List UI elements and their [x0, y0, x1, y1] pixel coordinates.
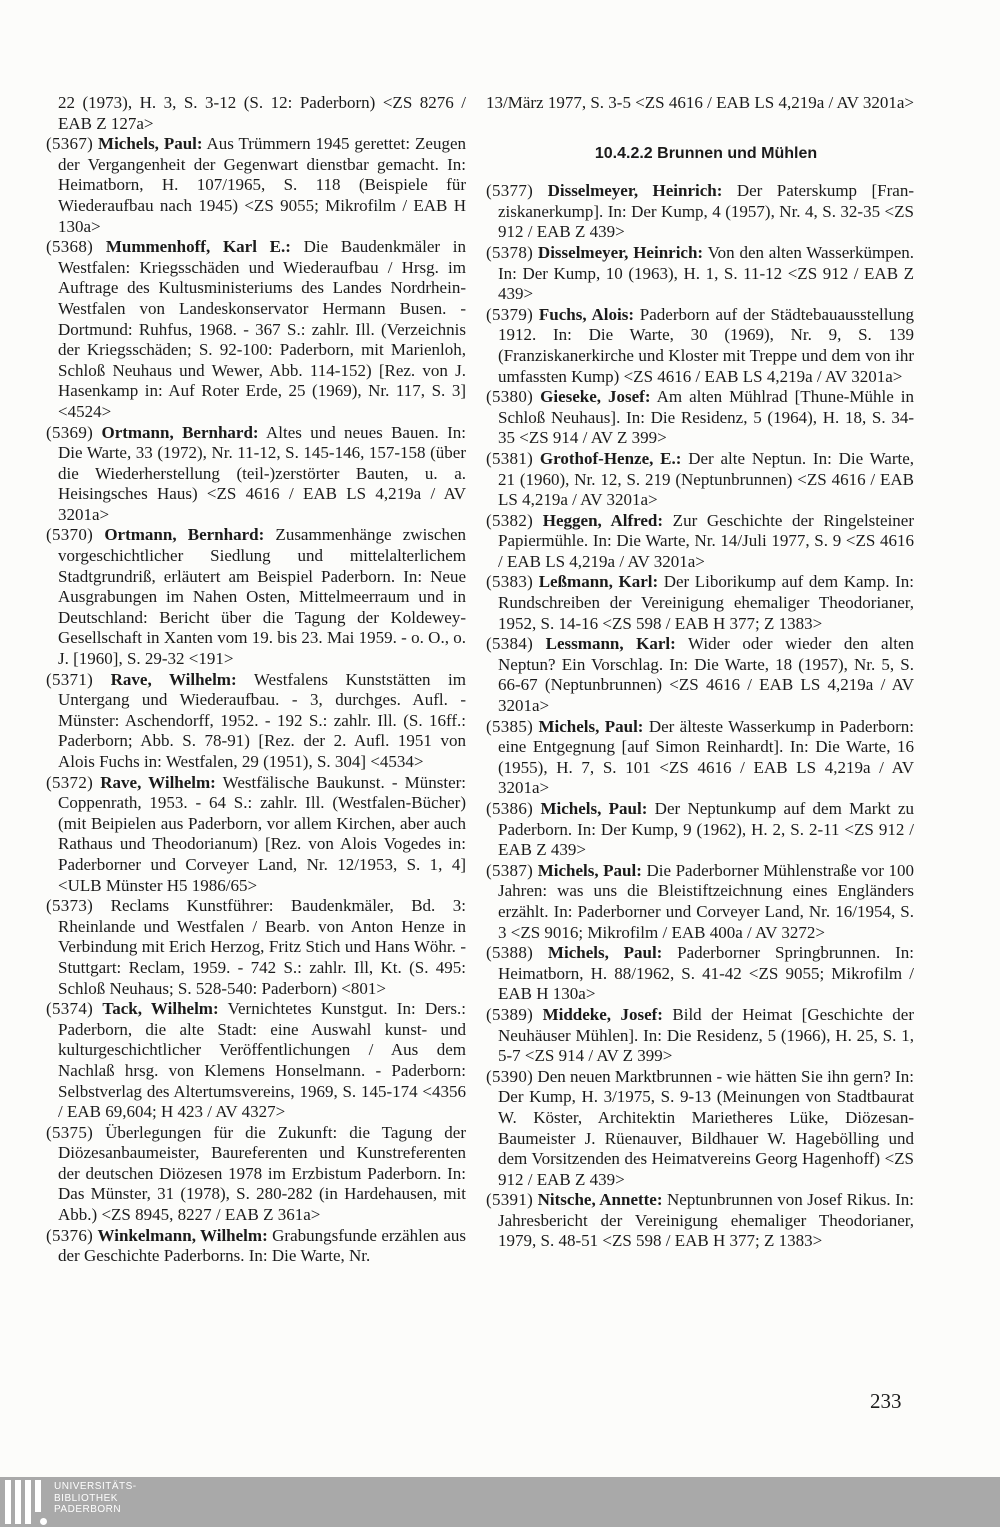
- bibliography-entry-continued: [486, 93, 914, 114]
- entry-number: (5379): [486, 304, 534, 324]
- entry-text: Die Paderborner Mühlenstraße vor 100 Jahren: was uns die Bleistiftzeichnung eines Engländers erzählt. In: Paderborner und Corveyer Land, Nr. 16/1954, S. 3 <ZS 9016; Mikrofilm / EAB 400a / AV 3272>: [498, 860, 914, 942]
- bibliography-entry: [46, 896, 466, 999]
- entry-author: Heggen, Alfred:: [542, 510, 664, 530]
- entry-text: Zusammenhänge zwischen vorgeschichtlicher Siedlung und mittelalterlichem Stadtgrundriß, erläutert am Beispiel Paderborn. In: Neue Ausgrabungen im Nahen Osten, Mittelmeerraum und in Deutschland: Bericht über die Tagung der Koldewey-Gesellschaft in Xanten vom 19. bis 23. Mai 1959. - o. O., o. J. [1960], S. 29-32 <191>: [58, 525, 466, 669]
- entry-author: Gieseke, Josef:: [540, 387, 651, 407]
- right-column-entries: [486, 181, 914, 1252]
- entry-author: Middeke, Josef:: [542, 1004, 663, 1024]
- entry-text: Paderborner Springbrunnen. In: Heimatborn, H. 88/1962, S. 41-42 <ZS 9055; Mikrofilm / EAB H 130a>: [498, 943, 914, 1004]
- entry-number: (5370): [46, 525, 94, 545]
- entry-number: (5369): [46, 422, 94, 442]
- entry-number: (5389): [486, 1004, 534, 1024]
- entry-author: Lessmann, Karl:: [545, 634, 676, 654]
- bibliography-entry: [46, 93, 466, 134]
- entry-number: (5384): [486, 634, 534, 654]
- entry-author: Rave, Wilhelm:: [110, 669, 237, 689]
- entry-text: Überlegungen für die Zukunft: die Tagung der Diözesanbaumeister, Baureferenten und Kunstreferenten der deutschen Diözesen 1978 im Erzbistum Paderborn. In: Das Münster, 31 (1978), S. 280-282 (in Hardehausen, mit Abb.) <ZS 8945, 8227 / EAB Z 361a>: [58, 1122, 467, 1225]
- bibliography-entry: [486, 181, 914, 243]
- entry-author: Ortmann, Bernhard:: [101, 422, 259, 442]
- bibliography-entry: [486, 1067, 914, 1191]
- entry-number: (5386): [486, 799, 534, 818]
- entry-author: Grothof-Henze, E.:: [539, 448, 682, 468]
- entry-author: Rave, Wilhelm:: [100, 772, 216, 792]
- entry-number: (5378): [486, 242, 534, 262]
- entry-text: Zur Geschichte der Ringelsteiner Papiermühle. In: Die Warte, Nr. 14/Juli 1977, S. 9 <ZS 4616 / EAB LS 4,219a / AV 3201a>: [498, 510, 914, 571]
- logo-bars-icon: [5, 1480, 49, 1524]
- entry-author: Nitsche, Annette:: [537, 1190, 663, 1210]
- entry-author: Michels, Paul:: [540, 799, 648, 818]
- entry-number: (5381): [486, 448, 534, 468]
- bibliography-entry: [486, 1190, 914, 1252]
- entry-number: (5382): [486, 510, 534, 530]
- entry-text: Wider oder wieder den alten Neptun? Ein Vorschlag. In: Die Warte, 18 (1957), Nr. 5, S. 66-67 (Neptunbrunnen) <ZS 4616 / EAB LS 4,219a / AV 3201a>: [498, 634, 915, 716]
- right-column: [486, 93, 914, 1252]
- bibliography-entry: [46, 1226, 466, 1267]
- entry-author: Winkelmann, Wilhelm:: [97, 1225, 268, 1245]
- entry-number: (5387): [486, 860, 534, 880]
- entry-author: Fuchs, Alois:: [538, 304, 634, 324]
- entry-text: Der Paterskump [Franziskanerkump]. In: Der Kump, 4 (1957), Nr. 4, S. 32-35 <ZS 912 / EAB Z 439>: [498, 181, 915, 242]
- logo-text: [54, 1481, 137, 1516]
- logo-line: BIBLIOTHEK: [54, 1492, 118, 1504]
- bibliography-entry: [46, 423, 466, 526]
- logo-line: UNIVERSITÄTS-: [54, 1481, 137, 1492]
- entry-text: Der Liborikump auf dem Kamp. In: Rundschreiben der Vereinigung ehemaliger Theodorianer, 1952, S. 14-16 <ZS 598 / EAB H 377; Z 1383>: [498, 572, 915, 633]
- entry-number: (5374): [46, 999, 94, 1019]
- entry-text: Der Neptunkump auf dem Markt zu Paderborn. In: Der Kump, 9 (1962), H. 2, S. 2-11 <ZS 912 / EAB Z 439>: [498, 799, 914, 860]
- entry-number: (5388): [486, 943, 534, 963]
- entry-number: (5380): [486, 387, 534, 407]
- bibliography-entry: [486, 861, 914, 943]
- entry-author: Tack, Wilhelm:: [102, 999, 219, 1019]
- entry-number: (5375): [46, 1122, 94, 1142]
- entry-author: Michels, Paul:: [537, 860, 642, 880]
- entry-text: Bild der Heimat [Geschichte der Neuhäuser Mühlen]. In: Die Residenz, 5 (1966), H. 25, S. 1, 5-7 <ZS 914 / AV Z 399>: [498, 1004, 915, 1066]
- entry-author: Michels, Paul:: [547, 943, 663, 963]
- entry-author: Disselmeyer, Heinrich:: [537, 242, 704, 262]
- entry-text: Westfalens Kunststätten im Untergang und Wiederaufbau. - 3, durchges. Aufl. - Münster: Aschendorff, 1952. - 192 S.: zahlr. Ill. (S. 16ff.: Paderborn; Abb. S. 78-91) [Rez. der 2. Aufl. 1951 von Alois Fuchs in: Westfalen, 29 (1951), S. 304] <4534>: [58, 669, 467, 771]
- entry-text: Am alten Mühlrad [Thune-Mühle in Schloß Neuhaus]. In: Die Residenz, 5 (1964), H. 18, S. 34-35 <ZS 914 / AV Z 399>: [498, 387, 914, 448]
- bibliography-entry: [486, 799, 914, 861]
- entry-text: Neptunbrunnen von Josef Rikus. In: Jahresbericht der Vereinigung ehemaliger Theodorianer, 1979, S. 48-51 <ZS 598 / EAB H 377; Z 1383>: [498, 1190, 914, 1251]
- entry-number: (5390): [486, 1066, 534, 1086]
- entry-author: Ortmann, Bernhard:: [104, 525, 265, 545]
- bibliography-entry: [486, 387, 914, 449]
- entry-number: (5391): [486, 1190, 534, 1210]
- entry-author: Disselmeyer, Heinrich:: [547, 181, 723, 201]
- entry-text: Den neuen Marktbrunnen - wie hätten Sie ihn gern? In: Der Kump, H. 3/1975, S. 9-13 (Meinungen von Stadtbaurat W. Köster, Architektin Marietheres Lüke, Diözesan-Baumeister J. Rüenauver, Bildhauer W. Hagebölling und dem Vorsitzenden des Heimatvereins Georg Hagenhoff) <ZS 912 / EAB Z 439>: [498, 1066, 915, 1189]
- entry-text: Der alte Neptun. In: Die Warte, 21 (1960), Nr. 12, S. 219 (Neptunbrunnen) <ZS 4616 / EAB LS 4,219a / AV 3201a>: [498, 448, 915, 510]
- bibliography-entry: [486, 1005, 914, 1067]
- bibliography-entry: [46, 237, 466, 422]
- entry-number: (5368): [46, 237, 94, 257]
- entry-text: Aus Trümmern 1945 gerettet: Zeugen der Vergangenheit der Gegenwart dienstbar gemacht. In: Heimatborn, H. 107/1965, S. 118 (Beispiele für Wiederaufbau nach 1945) <ZS 9055; Mikrofilm / EAB H 130a>: [58, 134, 466, 236]
- entry-text: Paderborn auf der Städtebauausstellung 1912. In: Die Warte, 30 (1969), Nr. 9, S. 139 (Franziskanerkirche und Kloster mit Treppe und dem von ihr umfassten Kump) <ZS 4616 / EAB LS 4,219a / AV 3201a>: [498, 304, 914, 386]
- bibliography-entry: [46, 134, 466, 237]
- entry-number: (5383): [486, 572, 534, 592]
- entry-text: Von den alten Wasserkümpen. In: Der Kump, 10 (1963), H. 1, S. 11-12 <ZS 912 / EAB Z 439>: [498, 242, 914, 304]
- entry-number: (5367): [46, 134, 94, 154]
- entry-text: Der älteste Wasserkump in Paderborn: eine Entgegnung [auf Simon Reinhardt]. In: Die Warte, 16 (1955), H. 7, S. 101 <ZS 4616 / EAB LS 4,219a / AV 3201a>: [498, 716, 915, 798]
- entry-author: Michels, Paul:: [98, 134, 203, 154]
- entry-number: (5373): [46, 896, 94, 916]
- bibliography-entry: [46, 773, 466, 897]
- bibliography-entry: [46, 525, 466, 669]
- entry-number: (5371): [46, 669, 94, 689]
- library-logo: [0, 1477, 160, 1527]
- footer-bar: [0, 1477, 1000, 1527]
- entry-text: Vernichtetes Kunstgut. In: Ders.: Paderborn, die alte Stadt: eine Auswahl kunst- und kulturgeschichtlicher Veröffentlichungen / Aus dem Nachlaß hrsg. von Klemens Honselmann. - Paderborn: Selbstverlag des Altertumsvereins, 1969, S. 145-174 <4356 / EAB 69,604; H 423 / AV 4327>: [58, 999, 467, 1122]
- left-column: [46, 93, 466, 1267]
- entry-text: Reclams Kunstführer: Baudenkmäler, Bd. 3: Rheinlande und Westfalen / Bearb. von Anton Henze in Verbindung mit Erich Herzog, Fritz Stich und Hans Wöhr. - Stuttgart: Reclam, 1959. - 742 S.: zahlr. Ill, Kt. (S. 495: Schloß Neuhaus; S. 528-540: Paderborn) <801>: [58, 896, 467, 998]
- entry-text: 22 (1973), H. 3, S. 3-12 (S. 12: Paderborn) <ZS 8276 / EAB Z 127a>: [58, 93, 466, 133]
- entry-number: (5376): [46, 1225, 94, 1245]
- entry-text: 13/März 1977, S. 3-5 <ZS 4616 / EAB LS 4,219a / AV 3201a>: [486, 93, 914, 112]
- entry-number: (5372): [46, 772, 94, 792]
- page-number: 233: [870, 1389, 902, 1413]
- entry-author: Mummenhoff, Karl E.:: [105, 237, 291, 257]
- bibliography-entry: [486, 717, 914, 799]
- bibliography-entry: [46, 999, 466, 1123]
- bibliography-entry: [46, 670, 466, 773]
- entry-number: (5385): [486, 716, 534, 736]
- logo-line: PADERBORN: [54, 1504, 122, 1515]
- entry-text: Altes und neues Bauen. In: Die Warte, 33 (1972), Nr. 11-12, S. 145-146, 157-158 (über die Wiederherstellung (teil-)zerstörter Bauten, u. a. Heisingsches Haus) <ZS 4616 / EAB LS 4,219a / AV 3201a>: [58, 422, 466, 524]
- entry-text: Die Baudenkmäler in Westfalen: Kriegsschäden und Wiederaufbau / Hrsg. im Auftrage des Kultusministeriums des Landes Nordrhein-Westfalen von Landeskonservator Hermann Busen. - Dortmund: Ruhfus, 1968. - 367 S.: zahlr. Ill. (Verzeichnis der Kriegsschäden; S. 92-100: Paderborn, mit Marienloh, Schloß Neuhaus und Wewer, Abb. 114-152) [Rez. von J. Hasenkamp in: Auf Roter Erde, 25 (1969), Nr. 117, S. 3] <4524>: [58, 237, 467, 421]
- bibliography-entry: [486, 634, 914, 716]
- entry-text: Westfälische Baukunst. - Münster: Coppenrath, 1953. - 64 S.: zahlr. Ill. (Westfalen-Bücher) (mit Beipielen aus Paderborn, vor allem Kirchen, aber auch Rathaus und Theodorianum) [Rez. von Alois Vogedes in: Paderborner und Corveyer Land, Nr. 12/1953, S. 1, 4] <ULB Münster H5 1986/65>: [58, 772, 467, 895]
- bibliography-entry: [486, 243, 914, 305]
- bibliography-entry: [46, 1123, 466, 1226]
- bibliography-entry: [486, 572, 914, 634]
- entry-author: Leßmann, Karl:: [538, 572, 659, 592]
- entry-text: Grabungsfunde erzählen aus der Geschichte Paderborns. In: Die Warte, Nr.: [58, 1225, 466, 1266]
- entry-number: (5377): [486, 181, 534, 201]
- section-heading: 10.4.2.2 Brunnen und Mühlen: [594, 144, 818, 162]
- entry-author: Michels, Paul:: [538, 716, 644, 736]
- bibliography-entry: [486, 943, 914, 1005]
- bibliography-entry: [486, 449, 914, 511]
- bibliography-entry: [486, 305, 914, 387]
- bibliography-entry: [486, 511, 914, 573]
